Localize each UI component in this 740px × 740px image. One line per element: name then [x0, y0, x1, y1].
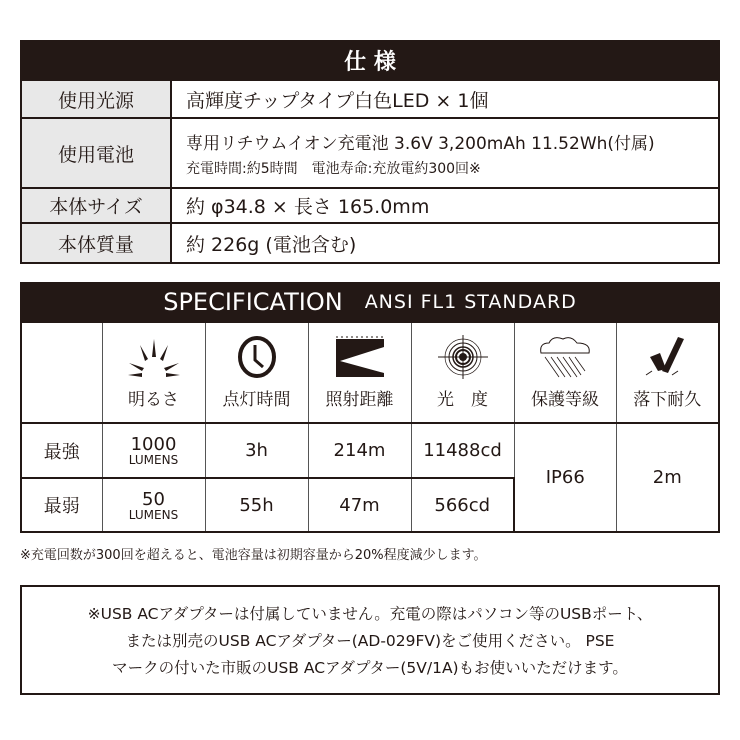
spec-en-header — [20, 282, 720, 322]
lumens-value: 50 — [142, 488, 165, 510]
mode-label: 最弱 — [21, 478, 102, 532]
table-row — [21, 118, 719, 188]
notice-line: マークの付いた市販のUSB ACアダプター(5V/1A)もお使いいただけます。 — [112, 659, 628, 677]
column-label: 明るさ — [128, 390, 179, 410]
footnote: ※充電回数が300回を超えると、電池容量は初期容量から20%程度減少します。 — [20, 548, 487, 563]
ip-rating-value: IP66 — [514, 423, 616, 532]
sun-rays-icon — [124, 335, 184, 379]
notice-line: または別売のUSB ACアダプター(AD-029FV)をご使用ください。 PSE — [125, 632, 615, 650]
row-label: 本体サイズ — [21, 188, 171, 223]
row-sub-value: 充電時間:約5時間 電池寿命:充放電約300回※ — [186, 160, 481, 177]
lumens-value: 1000 — [130, 434, 177, 455]
drop-impact-icon — [642, 335, 692, 379]
mode-label: 最強 — [21, 423, 102, 478]
column-label: 落下耐久 — [633, 390, 702, 410]
spec-en-subtitle: ANSI FL1 STANDARD — [364, 291, 577, 313]
table-row — [21, 223, 719, 263]
beam-distance-icon — [334, 335, 386, 379]
intensity-value: 11488cd — [411, 423, 514, 478]
row-value: 専用リチウムイオン充電池 3.6V 3,200mAh 11.52Wh(付属) — [186, 133, 655, 154]
row-value: 高輝度チップタイプ白色LED × 1個 — [171, 80, 719, 118]
lumens-unit: LUMENS — [128, 453, 179, 467]
row-value: 約 φ34.8 × 長さ 165.0mm — [171, 188, 719, 223]
notice-box — [20, 585, 720, 695]
table-row — [21, 423, 719, 478]
row-value: 約 226g (電池含む) — [171, 223, 719, 263]
lumens-unit: LUMENS — [128, 507, 179, 522]
table-row — [21, 80, 719, 118]
table-row — [21, 188, 719, 223]
runtime-value: 3h — [205, 423, 308, 478]
drop-value: 2m — [616, 423, 719, 532]
distance-value: 214m — [308, 423, 411, 478]
spec-en-title: SPECIFICATION — [163, 288, 343, 316]
distance-value: 47m — [308, 478, 411, 532]
target-icon — [438, 335, 488, 379]
icon-row — [21, 322, 719, 423]
row-label: 使用電池 — [21, 118, 171, 188]
row-label: 使用光源 — [21, 80, 171, 118]
intensity-value: 566cd — [411, 478, 514, 532]
column-label: 点灯時間 — [222, 390, 291, 410]
column-label: 光 度 — [437, 390, 488, 410]
spec-en-table — [20, 321, 720, 533]
notice-line: ※USB ACアダプターは付属していません。充電の際はパソコン等のUSBポート、 — [87, 605, 653, 623]
rain-cloud-icon — [535, 335, 595, 379]
spec-jp-title: 仕 様 — [20, 40, 720, 80]
clock-icon — [235, 335, 279, 379]
row-label: 本体質量 — [21, 223, 171, 263]
runtime-value: 55h — [205, 478, 308, 532]
column-label: 保護等級 — [531, 390, 599, 410]
spec-jp-table — [20, 79, 720, 264]
column-label: 照射距離 — [325, 390, 394, 410]
